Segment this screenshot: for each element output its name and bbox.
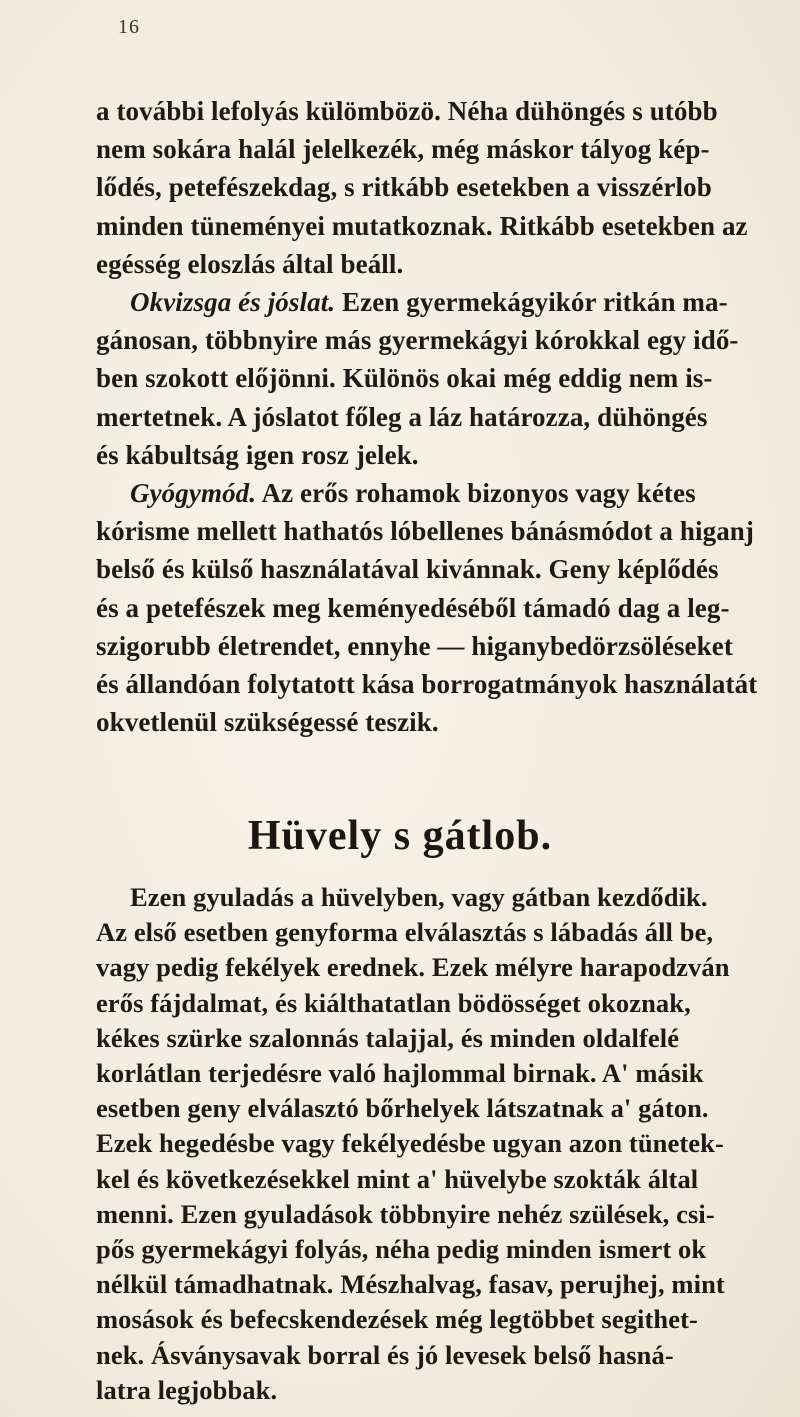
section-label: Gyógymód. <box>130 478 257 508</box>
text-line: és állandóan folytatott kása borrogatmányok használatát <box>96 669 758 699</box>
text-line: mosások és befecskendezések még legtöbbet segithet- <box>96 1304 698 1335</box>
text-line: Az első esetben genyforma elválasztás s lábadás áll be, <box>96 917 714 948</box>
text-line: Ezek hegedésbe vagy fekélyedésbe ugyan azon tünetek- <box>96 1128 724 1159</box>
page-number: 16 <box>118 16 140 38</box>
text-fragment: Az erős rohamok bizonyos vagy kétes <box>256 478 696 508</box>
text-line: kórisme mellett hathatós lóbellenes bánásmódot a higanj <box>96 516 755 547</box>
text-line: és a petefészek meg keményedéséből támadó dag a leg- <box>96 592 730 623</box>
text-line: a további lefolyás külömbözö. Néha dühöngés s utóbb <box>96 96 718 126</box>
text-line: egésség eloszlás által beáll. <box>96 248 404 279</box>
text-fragment: Ezen gyermekágyikór ritkán ma- <box>335 287 728 317</box>
text-line: minden tüneményei mutatkoznak. Ritkább esetekben az <box>96 210 748 241</box>
text-line: kel és következésekkel mint a' hüvelybe szokták által <box>96 1163 699 1194</box>
text-line <box>130 283 728 321</box>
text-line: nélkül támadhatnak. Mészhalvag, fasav, perujhej, mint <box>96 1269 725 1300</box>
section-heading: Hüvely s gátlob. <box>247 813 553 859</box>
text-line: nek. Ásványsavak borral és jó levesek belső hasná- <box>96 1339 674 1370</box>
text-line: latra legjobbak. <box>96 1374 278 1405</box>
text-line: és kábultság igen rosz jelek. <box>96 439 419 470</box>
text-line: okvetlenül szükségessé teszik. <box>96 707 439 738</box>
text-line: belső és külső használatával kivánnak. Geny képlődés <box>96 554 719 585</box>
text-line: szigorubb életrendet, ennyhe — higanybedörzsöléseket <box>96 630 733 661</box>
section-label: Okvizsga és jóslat. <box>130 287 336 317</box>
text-line: vagy pedig fekélyek erednek. Ezek mélyre harapodzván <box>96 952 730 983</box>
text-line: kékes szürke szalonnás talajjal, és minden oldalfelé <box>96 1022 680 1053</box>
text-line: pős gyermekágyi folyás, néha pedig minden ismert ok <box>96 1234 707 1264</box>
text-line: nem sokára halál jelelkezék, még máskor tályog kép- <box>96 134 710 165</box>
text-line: korlátlan terjedésre való hajlommal birnak. A' másik <box>96 1058 704 1088</box>
text-line: lődés, petefészekdag, s ritkább esetekben a visszérlob <box>96 172 712 203</box>
text-line: menni. Ezen gyuladások többnyire nehéz szülések, csi- <box>96 1198 715 1229</box>
text-line: erős fájdalmat, és kiálthatatlan bödösséget okoznak, <box>96 987 691 1018</box>
text-line <box>130 474 696 512</box>
text-line: ben szokott előjönni. Különös okai még eddig nem is- <box>96 363 713 394</box>
text-line: esetben geny elválasztó bőrhelyek látszatnak a' gáton. <box>96 1093 709 1124</box>
text-line: gánosan, többnyire más gyermekágyi kórokkal egy idő- <box>96 325 739 356</box>
text-line: Ezen gyuladás a hüvelyben, vagy gátban kezdődik. <box>130 882 708 912</box>
text-line: mertetnek. A jóslatot főleg a láz határozza, dühöngés <box>96 401 708 432</box>
